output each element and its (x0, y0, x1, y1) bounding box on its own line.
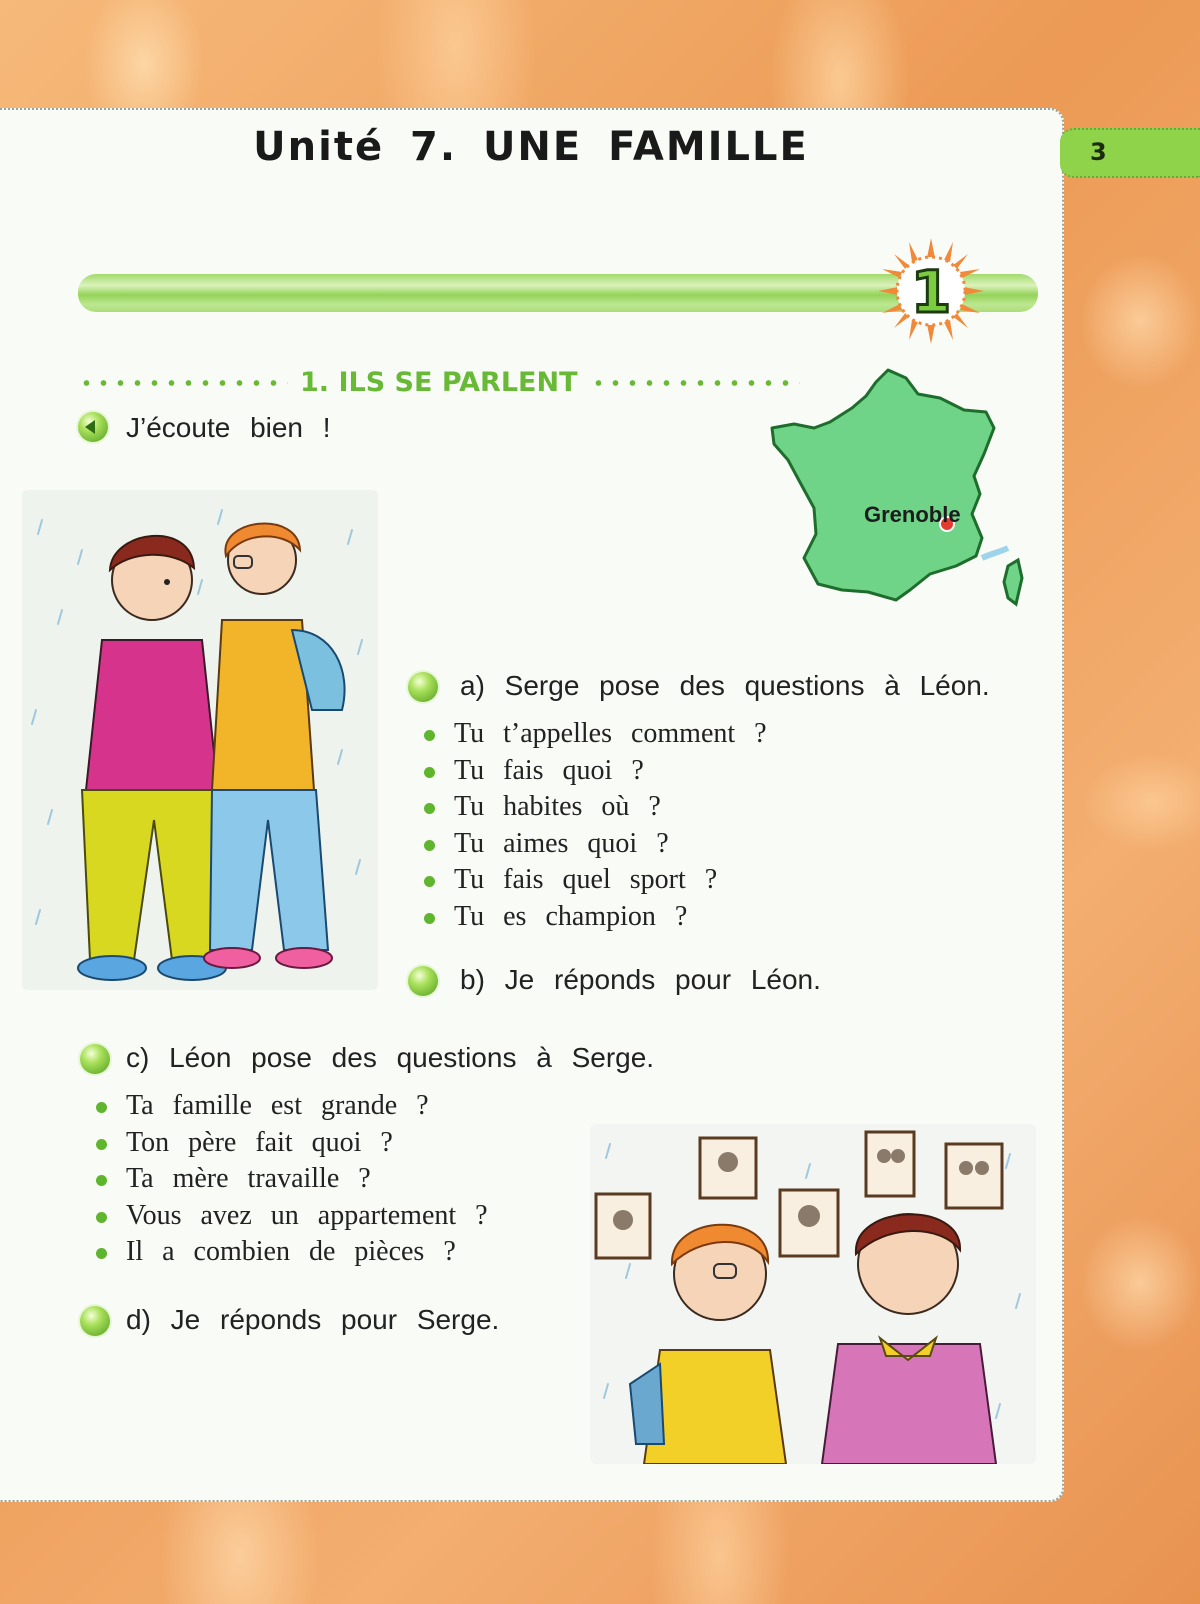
list-item: Tu aimes quoi ? (424, 826, 767, 863)
list-item: Tu fais quel sport ? (424, 862, 767, 899)
exercise-b-label: b) Je réponds pour Léon. (460, 964, 821, 995)
list-item: Vous avez un appartement ? (96, 1198, 488, 1235)
page-number-tab (1060, 128, 1200, 178)
exercise-d-icon (80, 1306, 110, 1336)
exercise-d-label: d) Je réponds pour Serge. (126, 1304, 500, 1335)
lesson-badge (876, 236, 986, 346)
list-item: Tu t’appelles comment ? (424, 716, 767, 753)
list-item: Ta famille est grande ? (96, 1088, 488, 1125)
section-heading (78, 366, 758, 406)
lesson-number: 1 (910, 258, 952, 326)
france-shape (772, 370, 994, 600)
exercise-c-label: c) Léon pose des questions à Serge. (126, 1042, 655, 1073)
list-item: Il a combien de pièces ? (96, 1234, 488, 1271)
exercise-c-icon (80, 1044, 110, 1074)
exercise-a-questions (424, 716, 767, 936)
list-item: Ta mère travaille ? (96, 1161, 488, 1198)
map-label: Grenoble (864, 502, 961, 527)
exercise-c-questions (96, 1088, 488, 1271)
section-title: 1. ILS SE PARLENT (300, 367, 578, 398)
exercise-a-icon (408, 672, 438, 702)
list-item: Ton père fait quoi ? (96, 1125, 488, 1162)
unit-title: Unité 7. UNE FAMILLE (253, 124, 809, 170)
exercise-b-icon (408, 966, 438, 996)
list-item: Tu es champion ? (424, 899, 767, 936)
corsica-shape (1004, 560, 1022, 604)
france-map (768, 368, 1038, 618)
listen-instruction: J’écoute bien ! (126, 412, 331, 443)
list-item: Tu habites où ? (424, 789, 767, 826)
page-number: 3 (1090, 138, 1107, 166)
family-portraits-illustration (590, 1124, 1036, 1464)
dotted-leader-left (78, 378, 288, 388)
audio-icon[interactable] (78, 412, 108, 442)
boys-talking-illustration (22, 490, 378, 990)
list-item: Tu fais quoi ? (424, 753, 767, 790)
exercise-a-label: a) Serge pose des questions à Léon. (460, 670, 990, 701)
